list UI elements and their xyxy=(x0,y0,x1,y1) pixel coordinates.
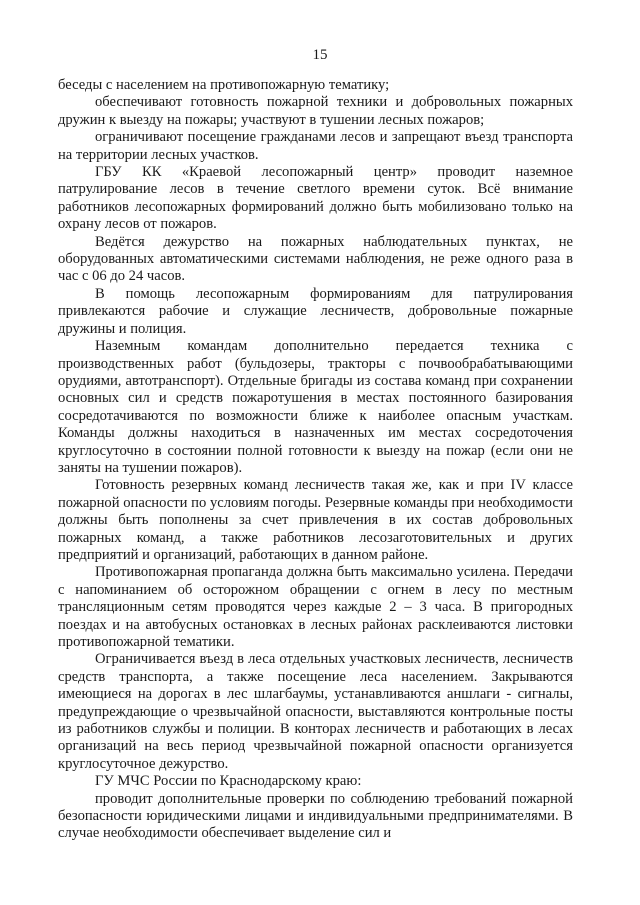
page-number: 15 xyxy=(312,47,328,63)
paragraph: Готовность резервных команд лесничеств такая же, как и при IV классе пожарной опасности по условиям погоды. Резервные команды при необходимости должны быть пополнены за счет привлечения в их состав добровольных пожарных команд, а также работников лесозаготовительных и других предприятий и организаций, работающих в данном районе. xyxy=(58,477,573,563)
paragraph: Ведётся дежурство на пожарных наблюдательных пунктах, не оборудованных автоматическими системами наблюдения, не реже одного раза в час с 06 до 24 часов. xyxy=(58,233,573,285)
paragraph: ГБУ КК «Краевой лесопожарный центр» проводит наземное патрулирование лесов в течение светлого времени суток. Всё внимание работников лесопожарных формирований должно быть мобилизовано только на охрану лесов от пожаров. xyxy=(58,164,573,233)
paragraph: проводит дополнительные проверки по соблюдению требований пожарной безопасности юридическими лицами и индивидуальными предпринимателями. В случае необходимости обеспечивает выделение сил и xyxy=(58,790,573,842)
paragraph: Наземным командам дополнительно передается техника с производственных работ (бульдозеры, тракторы с почвообрабатывающими орудиями, автотранспорт). Отдельные бригады из состава команд при сохранении основных сил и средств пожаротушения в местах постоянного базирования сосредотачиваются по возможности ближе к наиболее опасным участкам. Команды должны находиться в назначенных им местах сосредоточения круглосуточно в состоянии полной готовности к выезду на пожар (если они не заняты на тушении пожаров). xyxy=(58,338,573,476)
paragraph: ограничивают посещение гражданами лесов и запрещают въезд транспорта на территории лесных участков. xyxy=(58,129,573,163)
paragraph: обеспечивают готовность пожарной техники и добровольных пожарных дружин к выезду на пожары; участвуют в тушении лесных пожаров; xyxy=(58,94,573,128)
paragraph: Ограничивается въезд в леса отдельных участковых лесничеств, лесничеств средств транспорта, а также посещение леса населением. Закрываются имеющиеся на дорогах в лес шлагбаумы, устанавливаются аншлаги - сигналы, предупреждающие о чрезвычайной опасности, выставляются контрольные посты из работников службы и полиции. В конторах лесничеств и работающих в лесах организаций на весь период чрезвычайной пожарной опасности организуется круглосуточное дежурство. xyxy=(58,651,573,772)
document-body xyxy=(58,77,573,843)
paragraph: Противопожарная пропаганда должна быть максимально усилена. Передачи с напоминанием об осторожном обращении с огнем в лесу по местным трансляционным сетям проводятся через каждые 2 – 3 часа. В пригородных поездах и на автобусных остановках в лесных районах расклеиваются листовки противопожарной тематики. xyxy=(58,564,573,650)
paragraph: ГУ МЧС России по Краснодарскому краю: xyxy=(95,773,362,790)
paragraph: В помощь лесопожарным формированиям для патрулирования привлекаются рабочие и служащие лесничеств, добровольные пожарные дружины и полиция. xyxy=(58,285,573,337)
paragraph: беседы с населением на противопожарную тематику; xyxy=(58,77,390,93)
